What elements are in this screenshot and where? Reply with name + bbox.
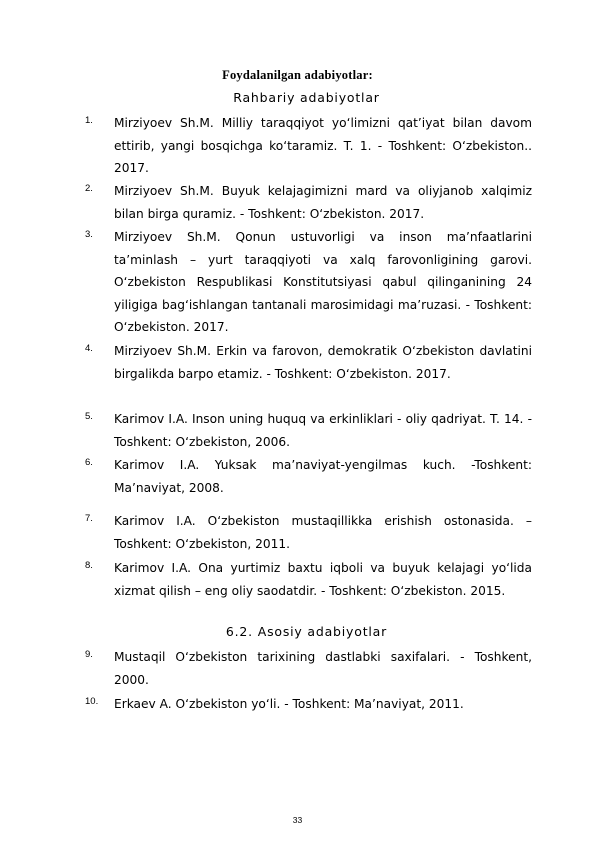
reference-text: Mirziyoev Sh.M. Milliy taraqqiyot yo‘limizni qat’iyat bilan davom ettirib, yangi bosqichga ko‘taramiz. T. 1. - Toshkent: O‘zbekiston.. 2017. [114,116,532,175]
reference-number: 6. [85,457,93,468]
reference-text: Karimov I.A. O‘zbekiston mustaqillikka erishish ostonasida. – Toshkent: O‘zbekiston, 2011. [114,514,532,551]
document-title: Foydalanilgan adabiyotlar: [222,68,373,82]
section-heading-guiding-literature: Rahbariy adabiyotlar [233,90,380,105]
reference-text: Mirziyoev Sh.M. Qonun ustuvorligi va inson ma’nfaatlarini ta’minlash – yurt taraqqiyoti va xalq farovonligining garovi. O‘zbekiston Respublikasi Konstitutsiyasi qabul qilinganining 24 yiligiga bag‘ishlangan tantanali marosimidagi ma’ruzasi. - Toshkent: O‘zbekiston. 2017. [114,230,532,334]
reference-number: 3. [85,229,93,240]
reference-text: Mustaqil O‘zbekiston tarixining dastlabki saxifalari. - Toshkent, 2000. [114,650,532,687]
section-heading-main-literature: 6.2. Asosiy adabiyotlar [225,624,388,639]
reference-text: Karimov I.A. Inson uning huquq va erkinliklari - oliy qadriyat. T. 14. - Toshkent: O‘zbekiston, 2006. [114,412,532,449]
reference-text: Erkaev A. O‘zbekiston yo‘li. - Toshkent: Ma’naviyat, 2011. [114,697,464,711]
reference-text: Mirziyoev Sh.M. Erkin va farovon, demokratik O‘zbekiston davlatini birgalikda barpo etamiz. - Toshkent: O‘zbekiston. 2017. [114,344,532,381]
reference-number: 1. [85,115,93,126]
reference-number: 5. [85,411,93,422]
reference-number: 8. [85,560,93,571]
reference-text: Karimov I.A. Yuksak ma’naviyat-yengilmas kuch. -Toshkent: Ma’naviyat, 2008. [114,458,532,495]
reference-number: 2. [85,183,93,194]
reference-number: 7. [85,513,93,524]
reference-text: Mirziyoev Sh.M. Buyuk kelajagimizni mard va oliyjanob xalqimiz bilan birga quramiz. - Toshkent: O‘zbekiston. 2017. [114,184,532,221]
reference-number: 4. [85,343,93,354]
page-number: 33 [292,815,303,825]
reference-number: 10. [85,696,99,707]
reference-text: Karimov I.A. Ona yurtimiz baxtu iqboli va buyuk kelajagi yo‘lida xizmat qilish – eng oliy saodatdir. - Toshkent: O‘zbekiston. 2015. [114,561,532,598]
reference-number: 9. [85,649,93,660]
